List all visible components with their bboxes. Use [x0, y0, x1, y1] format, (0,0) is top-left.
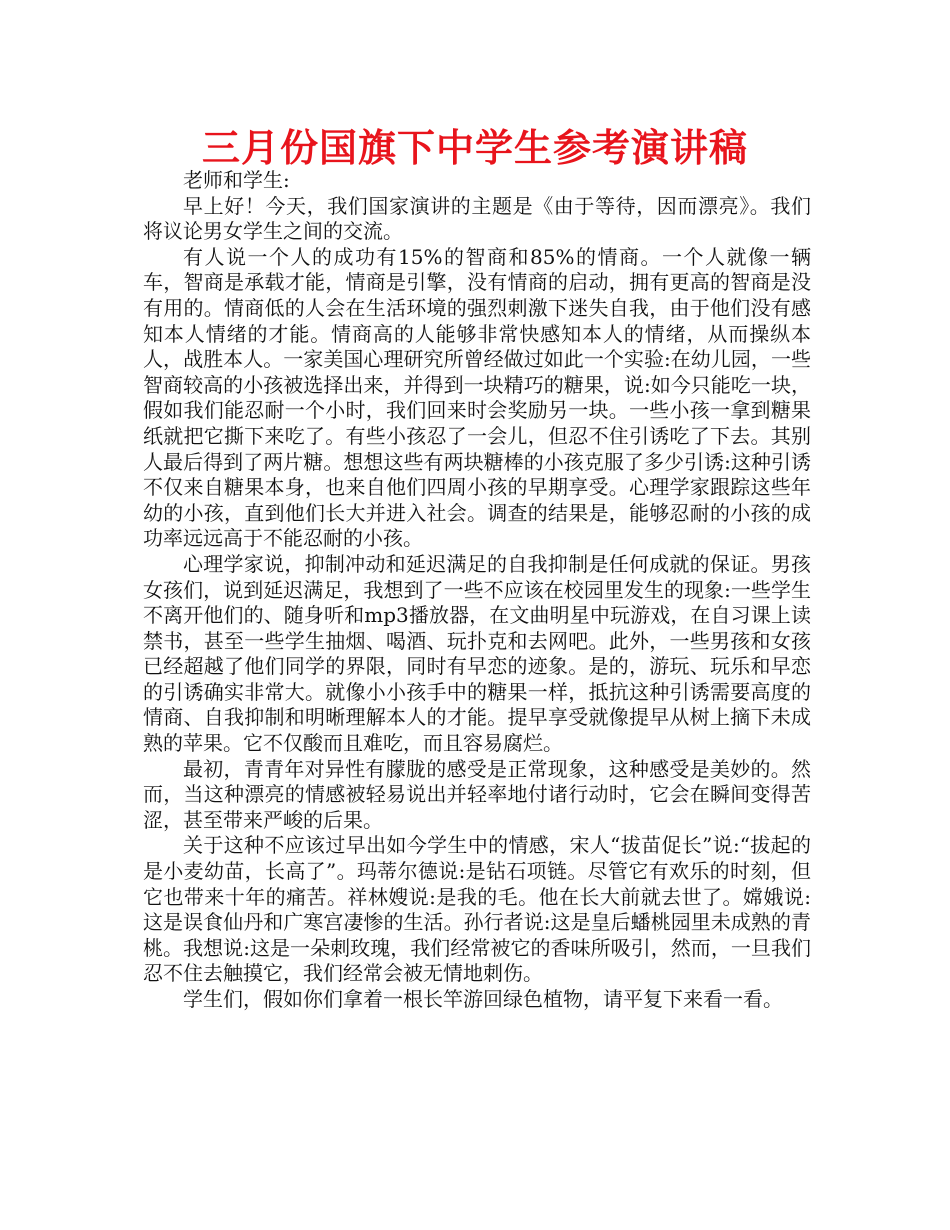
- salutation-paragraph: 老师和学生:: [183, 168, 290, 192]
- body-paragraph: 关于这种不应该过早出如今学生中的情感，宋人“拔苗促长”说:“拔起的是小麦幼苗，长高了”。玛蒂尔德说:是钻石项链。尽管它有欢乐的时刻，但它也带来十年的痛苦。祥林嫂说:是我的毛。他在长大前就去世了。嫦娥说:这是误食仙丹和广寒宫凄惨的生活。孙行者说:这是皇后蟠桃园里未成熟的青桃。我想说:这是一朵刺玫瑰，我们经常被它的香味所吸引，然而，一旦我们忍不住去触摸它，我们经常会被无情地刺伤。: [143, 833, 811, 986]
- body-paragraph: 最初，青青年对异性有朦胧的感受是正常现象，这种感受是美妙的。然而，当这种漂亮的情感被轻易说出并轻率地付诸行动时，它会在瞬间变得苦涩，甚至带来严峻的后果。: [143, 756, 811, 832]
- document-body: [143, 168, 811, 1013]
- body-paragraph: 学生们，假如你们拿着一根长竿游回绿色植物，请平复下来看一看。: [183, 987, 783, 1011]
- body-paragraph: 有人说一个人的成功有15%的智商和85%的情商。一个人就像一辆车，智商是承载才能，情商是引擎，没有情商的启动，拥有更高的智商是没有用的。情商低的人会在生活环境的强烈刺激下迷失自我，由于他们没有感知本人情绪的才能。情商高的人能够非常快感知本人的情绪，从而操纵本人，战胜本人。一家美国心理研究所曾经做过如此一个实验:在幼儿园，一些智商较高的小孩被选择出来，并得到一块精巧的糖果，说:如今只能吃一块，假如我们能忍耐一个小时，我们回来时会奖励另一块。一些小孩一拿到糖果纸就把它撕下来吃了。有些小孩忍了一会儿，但忍不住引诱吃了下去。其别人最后得到了两片糖。想想这些有两块糖棒的小孩克服了多少引诱:这种引诱不仅来自糖果本身，也来自他们四周小孩的早期享受。心理学家跟踪这些年幼的小孩，直到他们长大并进入社会。调查的结果是，能够忍耐的小孩的成功率远远高于不能忍耐的小孩。: [143, 244, 811, 551]
- body-paragraph: 早上好！今天，我们国家演讲的主题是《由于等待，因而漂亮》。我们将议论男女学生之间的交流。: [143, 193, 811, 244]
- body-paragraph: 心理学家说，抑制冲动和延迟满足的自我抑制是任何成就的保证。男孩女孩们，说到延迟满足，我想到了一些不应该在校园里发生的现象:一些学生不离开他们的、随身听和mp3播放器，在文曲明星中玩游戏，在自习课上读禁书，甚至一些学生抽烟、喝酒、玩扑克和去网吧。此外，一些男孩和女孩已经超越了他们同学的界限，同时有早恋的迹象。是的，游玩、玩乐和早恋的引诱确实非常大。就像小小孩手中的糖果一样，抵抗这种引诱需要高度的情商、自我抑制和明晰理解本人的才能。提早享受就像提早从树上摘下未成熟的苹果。它不仅酸而且难吃，而且容易腐烂。: [143, 551, 811, 756]
- document-title: 三月份国旗下中学生参考演讲稿: [201, 126, 748, 170]
